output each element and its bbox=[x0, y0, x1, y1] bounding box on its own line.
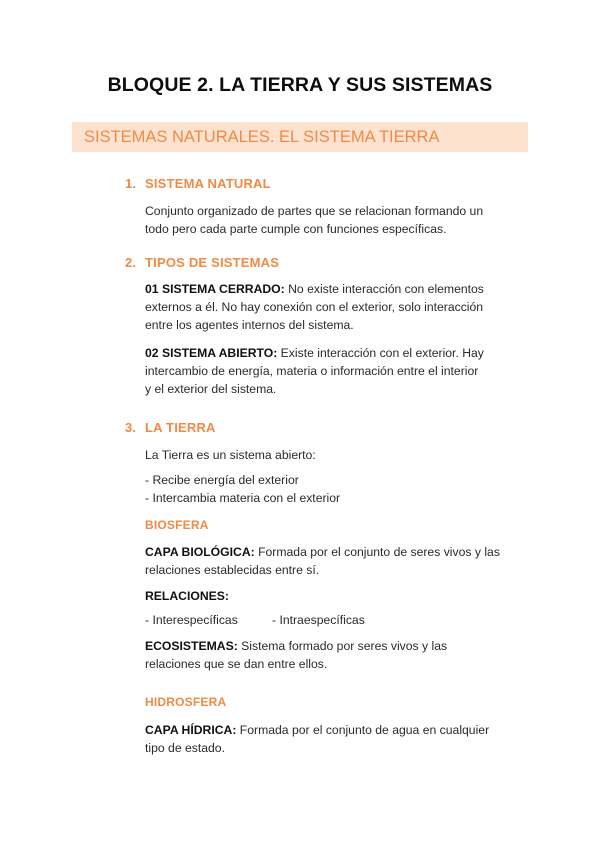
text-line: relaciones establecidas entre sí. bbox=[145, 563, 320, 577]
list-item: - Intercambia materia con el exterior bbox=[145, 491, 341, 505]
section-2-heading bbox=[125, 255, 279, 270]
earth-intro: La Tierra es un sistema abierto: bbox=[145, 448, 316, 462]
list-item: - Recibe energía del exterior bbox=[145, 473, 299, 487]
closed-system-label: 01 SISTEMA CERRADO: bbox=[145, 282, 285, 296]
ecosistemas-label: ECOSISTEMAS: bbox=[145, 639, 238, 653]
text-line: Formada por el conjunto de agua en cualquier bbox=[236, 723, 490, 737]
text-line: Formada por el conjunto de seres vivos y las bbox=[254, 545, 500, 559]
section-1-heading bbox=[125, 176, 271, 191]
text-line: No existe interacción con elementos bbox=[284, 282, 484, 296]
banner-title: SISTEMAS NATURALES. EL SISTEMA TIERRA bbox=[84, 128, 440, 146]
section-1-text bbox=[145, 202, 535, 238]
text-line: Conjunto organizado de partes que se relacionan formando un bbox=[145, 204, 484, 218]
text-line: Existe interacción con el exterior. Hay bbox=[277, 346, 484, 360]
earth-bullets bbox=[145, 471, 535, 507]
text-line: externos a él. No hay conexión con el exterior, solo interacción bbox=[145, 300, 484, 314]
hidrosfera-heading: HIDROSFERA bbox=[145, 695, 227, 709]
text-line: intercambio de energía, materia o información entre el interior bbox=[145, 364, 479, 378]
section-banner bbox=[72, 122, 528, 152]
open-system-label: 02 SISTEMA ABIERTO: bbox=[145, 346, 278, 360]
section-2-title: TIPOS DE SISTEMAS bbox=[145, 255, 280, 270]
section-3-number: 3. bbox=[125, 420, 137, 435]
biosfera-capa-text bbox=[145, 543, 535, 579]
closed-system-text bbox=[145, 280, 535, 334]
text-line: tipo de estado. bbox=[145, 741, 225, 755]
text-line: relaciones que se dan entre ellos. bbox=[145, 657, 328, 671]
biosfera-heading: BIOSFERA bbox=[145, 518, 209, 532]
text-line: y el exterior del sistema. bbox=[145, 382, 277, 396]
text-line: entre los agentes internos del sistema. bbox=[145, 318, 354, 332]
section-1-number: 1. bbox=[125, 176, 137, 191]
text-line: todo pero cada parte cumple con funciones específicas. bbox=[145, 222, 447, 236]
capa-hidrica-label: CAPA HÍDRICA: bbox=[145, 723, 237, 737]
capa-biologica-label: CAPA BIOLÓGICA: bbox=[145, 545, 255, 559]
ecosistemas-text bbox=[145, 637, 535, 673]
relaciones-label: RELACIONES: bbox=[145, 589, 229, 603]
relacion-item: - Interespecíficas bbox=[145, 613, 238, 627]
hidrosfera-capa-text bbox=[145, 721, 535, 757]
section-1-title: SISTEMA NATURAL bbox=[145, 176, 271, 191]
relaciones-label-row bbox=[145, 587, 535, 605]
open-system-text bbox=[145, 344, 535, 398]
page-title: BLOQUE 2. LA TIERRA Y SUS SISTEMAS bbox=[107, 74, 493, 96]
text-line: Sistema formado por seres vivos y las bbox=[237, 639, 448, 653]
section-3-heading bbox=[125, 420, 216, 435]
section-3-title: LA TIERRA bbox=[145, 420, 216, 435]
relacion-item: - Intraespecíficas bbox=[272, 613, 365, 627]
section-2-number: 2. bbox=[125, 255, 137, 270]
